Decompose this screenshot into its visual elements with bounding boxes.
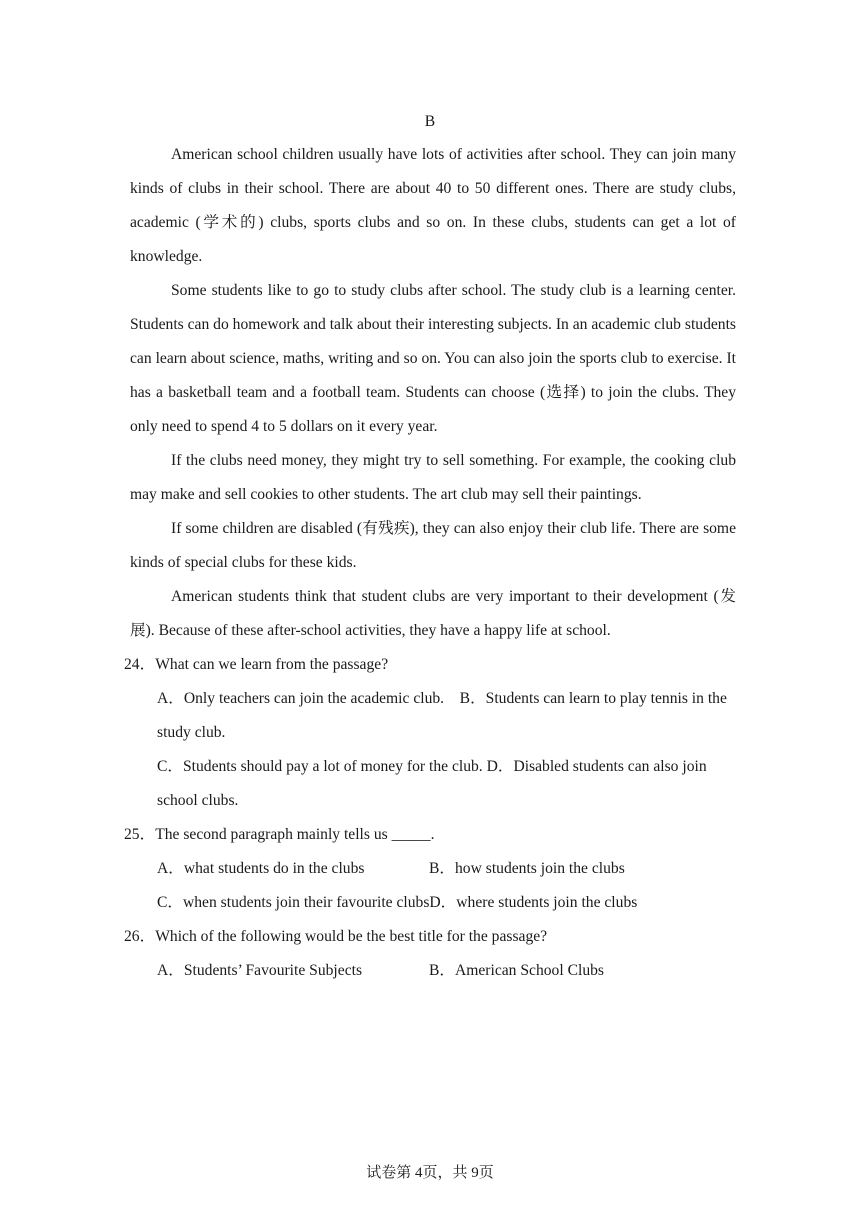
question-stem: 25．The second paragraph mainly tells us _____. bbox=[124, 826, 435, 843]
option-d: D．Disabled students can also join school clubs. bbox=[157, 758, 707, 809]
paragraph-4: If some children are disabled (有残疾), they can also enjoy their club life. There are some kinds of special clubs for these kids. bbox=[130, 520, 736, 571]
paragraph-3: If the clubs need money, they might try to sell something. For example, the cooking club may make and sell cookies to other students. The art club may sell their paintings. bbox=[130, 452, 736, 503]
section-heading: B bbox=[424, 113, 436, 130]
option-a: A．what students do in the clubs bbox=[157, 860, 365, 877]
option-b: B．American School Clubs bbox=[429, 962, 604, 979]
page-footer: 试卷第 4页，共 9页 bbox=[366, 1165, 494, 1181]
question-26 bbox=[124, 920, 736, 988]
option-d: D．where students join the clubs bbox=[429, 894, 638, 911]
question-options bbox=[130, 682, 736, 750]
question-options bbox=[130, 954, 736, 988]
question-options bbox=[130, 750, 736, 818]
paragraph-1: American school children usually have lots of activities after school. They can join many kinds of clubs in their school. There are about 40 to 50 different ones. There are study clubs, academic (学术的) clubs, sports clubs and so on. In these clubs, students can get a lot of knowledge. bbox=[130, 146, 736, 265]
question-options bbox=[130, 852, 736, 886]
question-options bbox=[130, 886, 736, 920]
option-a: A．Only teachers can join the academic club. bbox=[157, 690, 445, 707]
option-b: B．Students can learn to play tennis in the study club. bbox=[157, 690, 727, 741]
paragraph-2: Some students like to go to study clubs after school. The study club is a learning center. Students can do homework and talk about their interesting subjects. In an academic club students can learn about science, maths, writing and so on. You can also join the sports club to exercise. It has a basketball team and a football team. Students can choose (选择) to join the clubs. They only need to spend 4 to 5 dollars on it every year. bbox=[130, 282, 736, 435]
question-24 bbox=[124, 648, 736, 818]
passage-body bbox=[124, 138, 736, 988]
question-stem: 26．Which of the following would be the best title for the passage? bbox=[124, 928, 548, 945]
option-b: B．how students join the clubs bbox=[429, 860, 625, 877]
option-a: A．Students’ Favourite Subjects bbox=[157, 962, 363, 979]
paragraph-5: American students think that student clubs are very important to their development (发展). Because of these after-school activities, they have a happy life at school. bbox=[130, 588, 736, 639]
option-c: C．Students should pay a lot of money for the club. bbox=[157, 758, 483, 775]
question-25 bbox=[124, 818, 736, 920]
option-c: C．when students join their favourite clubs bbox=[157, 894, 430, 911]
question-stem: 24．What can we learn from the passage? bbox=[124, 656, 389, 673]
